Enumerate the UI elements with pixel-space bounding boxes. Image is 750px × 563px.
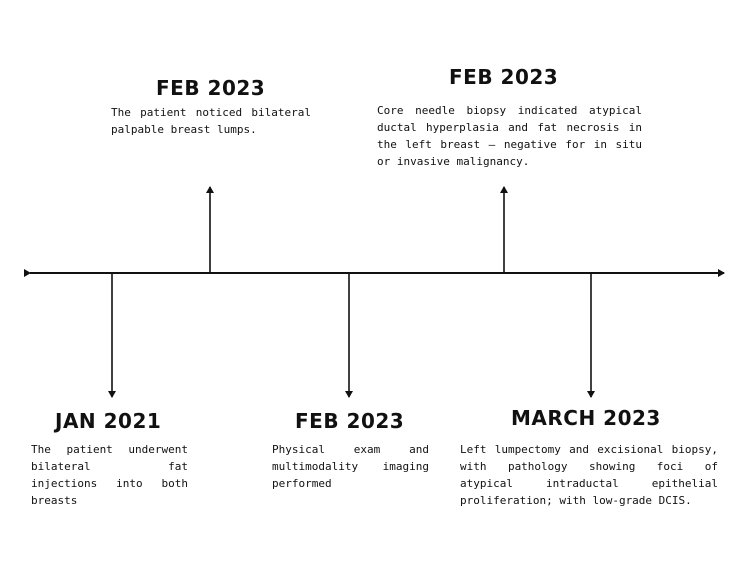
event-description-march-2023: Left lumpectomy and excisional biopsy, with pathology showing foci of atypical intraductal epithelial proliferation; with low-grade DCIS. [460,443,718,507]
event-description-feb-2023-biopsy: Core needle biopsy indicated atypical ductal hyperplasia and fat necrosis in the left breast – negative for in situ or invasive malignancy. [377,104,642,168]
event-date-feb-2023-lumps: FEB 2023 [156,76,266,100]
event-description-jan-2021: The patient underwent bilateral fat injections into both breasts [31,443,188,507]
event-date-march-2023: MARCH 2023 [511,406,661,430]
event-date-feb-2023-biopsy: FEB 2023 [449,65,559,89]
event-description-feb-2023-imaging: Physical exam and multimodality imaging performed [272,443,429,490]
event-description-feb-2023-lumps: The patient noticed bilateral palpable breast lumps. [111,106,311,136]
event-date-feb-2023-imaging: FEB 2023 [295,409,405,433]
event-date-jan-2021: JAN 2021 [55,409,162,433]
